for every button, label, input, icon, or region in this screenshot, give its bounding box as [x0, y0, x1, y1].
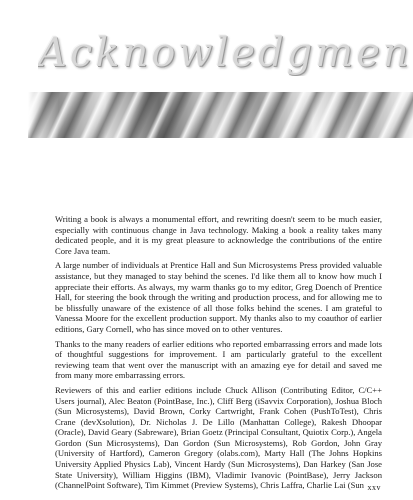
paragraph-3: Thanks to the many readers of earlier editions who reported embarrassing errors and made lots of thoughtful suggestions for improvement. I am particularly grateful to the excellent reviewing team that went over the manuscript with an amazing eye for detail and saved me from many more embarrassing errors. — [55, 338, 382, 381]
acknowledgments-body — [55, 214, 382, 495]
paragraph-2: A large number of individuals at Prentice Hall and Sun Microsystems Press provided valuable assistance, but they managed to stay behind the scenes. I'd like them all to know how much I appreciate their efforts. As always, my warm thanks go to my editor, Greg Doench of Prentice Hall, for steering the book through the writing and production process, and for allowing me to be blissfully unaware of the existence of all those folks behind the scenes. I am grateful to Vanessa Moore for the excellent production support. My thanks also to my coauthor of earlier editions, Gary Cornell, who has since moved on to other ventures. — [55, 260, 382, 334]
paragraph-1: Writing a book is always a monumental effort, and rewriting doesn't seem to be much easier, especially with continuous change in Java technology. Making a book a reality takes many dedicated people, and it is my great pleasure to acknowledge the contributions of the entire Core Java team. — [55, 214, 382, 256]
paragraph-4: Reviewers of this and earlier editions include Chuck Allison (Contributing Editor, C/C++ Users journal), Alec Beaton (PointBase, Inc.), Cliff Berg (iSavvix Corporation), Joshua Bloch (Sun Microsystems), David Brown, Corky Cartwright, Frank Cohen (PushToTest), Chris Crane (devXsolution), Dr. Nicholas J. De Lillo (Manhattan College), Rakesh Dhoopar (Oracle), David Geary (Sabreware), Brian Goetz (Principal Consultant, Quiotix Corp.), Angela Gordon (Sun Microsystems), Dan Gordon (Sun Microsystems), Rob Gordon, John Gray (University of Hartford), Cameron Gregory (olabs.com), Marty Hall (The Johns Hopkins University Applied Physics Lab), Vincent Hardy (Sun Microsystems), Dan Harkey (San Jose State University), William Higgins (IBM), Vladimir Ivanovic (PointBase), Jerry Jackson (ChannelPoint Software), Tim Kimmet (Preview Systems), Chris Laffra, Charlie Lai (Sun — [55, 384, 382, 491]
decorative-banner-image — [28, 92, 413, 138]
page-number: xxv — [367, 483, 381, 492]
chapter-title: Acknowledgmen — [38, 30, 412, 76]
